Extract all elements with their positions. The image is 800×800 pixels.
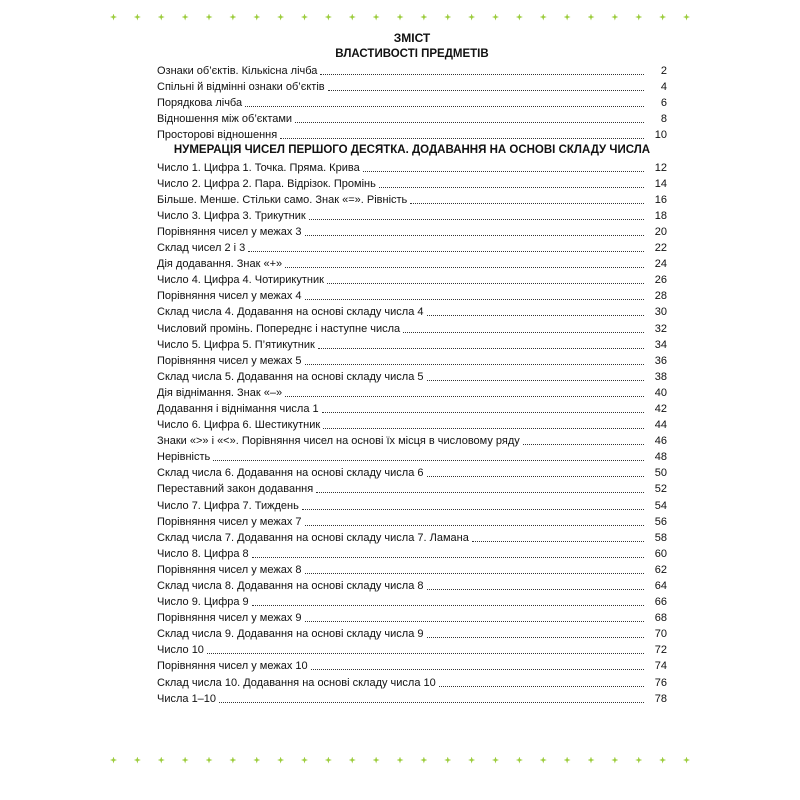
toc-entry[interactable] [157, 319, 667, 335]
toc-entry[interactable] [157, 110, 667, 126]
four-point-star-icon [134, 757, 141, 764]
toc-entry-title: Знаки «>» і «<». Порівняння чисел на основі їх місця в числовому ряду [157, 435, 520, 448]
toc-entry-title: Число 5. Цифра 5. П’ятикутник [157, 338, 315, 351]
toc-entry-title: Порівняння чисел у межах 8 [157, 563, 302, 576]
toc-entry-title: Порівняння чисел у межах 5 [157, 354, 302, 367]
dot-leader [410, 203, 644, 204]
top-ornament-row [0, 10, 800, 24]
four-point-star-icon [420, 14, 427, 21]
four-point-star-icon [540, 757, 547, 764]
toc-entry[interactable] [157, 175, 667, 191]
dot-leader [427, 476, 644, 477]
toc-entry-page: 32 [654, 322, 667, 335]
dot-leader [427, 315, 644, 316]
dot-leader [305, 299, 645, 300]
toc-entry-page: 52 [654, 483, 667, 496]
bottom-ornament-row [0, 753, 800, 767]
toc-entry-page: 2 [660, 65, 667, 78]
toc-entry[interactable] [157, 448, 667, 464]
toc-entry-title: Склад числа 10. Додавання на основі складу числа 10 [157, 676, 436, 689]
toc-entry-title: Дія віднімання. Знак «–» [157, 386, 283, 399]
toc-entry[interactable] [157, 287, 667, 303]
dot-leader [305, 621, 645, 622]
toc-entry[interactable] [157, 191, 667, 207]
toc-entry-title: Число 10 [157, 644, 204, 657]
four-point-star-icon [564, 14, 571, 21]
toc-entry-page: 62 [654, 563, 667, 576]
toc-entry-title: Порівняння чисел у межах 7 [157, 515, 302, 528]
toc-entry[interactable] [157, 352, 667, 368]
four-point-star-icon [110, 14, 117, 21]
toc-entry[interactable] [157, 126, 667, 142]
toc-entry[interactable] [157, 271, 667, 287]
toc-entry-title: Число 8. Цифра 8 [157, 547, 249, 560]
toc-entry-page: 36 [654, 354, 667, 367]
toc-entry-title: Переставний закон додавання [157, 483, 314, 496]
toc-title: ЗМІСТ [393, 31, 431, 45]
toc-entry-title: Порядкова лічба [157, 97, 243, 110]
four-point-star-icon [206, 757, 213, 764]
four-point-star-icon [253, 14, 260, 21]
toc-entry[interactable] [157, 625, 667, 641]
toc-entry[interactable] [157, 641, 667, 657]
dot-leader [305, 525, 645, 526]
toc-entry-page: 4 [660, 81, 667, 94]
toc-entry-page: 58 [654, 531, 667, 544]
dot-leader [245, 106, 644, 107]
toc-entry[interactable] [157, 513, 667, 529]
toc-entry-title: Число 3. Цифра 3. Трикутник [157, 209, 306, 222]
dot-leader [327, 283, 644, 284]
toc-entry[interactable] [157, 657, 667, 673]
four-point-star-icon [349, 14, 356, 21]
four-point-star-icon [158, 757, 165, 764]
toc-entry-title: Додавання і віднімання числа 1 [157, 402, 319, 415]
toc-entry-page: 6 [660, 97, 667, 110]
dot-leader [403, 332, 644, 333]
toc-entry[interactable] [157, 158, 667, 174]
toc-entry-page: 28 [654, 290, 667, 303]
dot-leader [252, 557, 644, 558]
four-point-star-icon [683, 757, 690, 764]
toc-entry-page: 46 [654, 435, 667, 448]
toc-entry-page: 48 [654, 451, 667, 464]
toc-entry-title: Порівняння чисел у межах 9 [157, 612, 302, 625]
dot-leader [295, 122, 644, 123]
four-point-star-icon [110, 757, 117, 764]
four-point-star-icon [635, 14, 642, 21]
toc-entry-title: Число 2. Цифра 2. Пара. Відрізок. Промінь [157, 177, 376, 190]
four-point-star-icon [397, 14, 404, 21]
dot-leader [219, 702, 644, 703]
four-point-star-icon [277, 757, 284, 764]
section-heading: ВЛАСТИВОСТІ ПРЕДМЕТІВ [335, 48, 489, 60]
toc-entry-page: 56 [654, 515, 667, 528]
toc-entry-title: Числовий промінь. Попереднє і наступне числа [157, 322, 401, 335]
four-point-star-icon [468, 14, 475, 21]
toc-entry-page: 76 [654, 676, 667, 689]
section-heading: НУМЕРАЦІЯ ЧИСЕЛ ПЕРШОГО ДЕСЯТКА. ДОДАВАННЯ НА ОСНОВІ СКЛАДУ ЧИСЛА [173, 144, 651, 157]
dot-leader [280, 138, 644, 139]
four-point-star-icon [277, 14, 284, 21]
toc-entry-title: Дія додавання. Знак «+» [157, 258, 283, 271]
four-point-star-icon [373, 757, 380, 764]
dot-leader [323, 428, 644, 429]
toc-entry-page: 8 [660, 113, 667, 126]
toc-entry-page: 12 [654, 161, 667, 174]
dot-leader [427, 637, 644, 638]
four-point-star-icon [325, 757, 332, 764]
toc-entry-title: Склад числа 8. Додавання на основі складу числа 8 [157, 580, 424, 592]
dot-leader [309, 219, 644, 220]
four-point-star-icon [444, 14, 451, 21]
toc-entry[interactable] [157, 545, 667, 561]
toc-entry-page: 34 [654, 338, 667, 351]
four-point-star-icon [301, 757, 308, 764]
toc-entry-page: 72 [654, 644, 667, 657]
four-point-star-icon [564, 757, 571, 764]
four-point-star-icon [492, 14, 499, 21]
toc-entry-page: 60 [654, 547, 667, 560]
four-point-star-icon [516, 757, 523, 764]
toc-entry-page: 50 [654, 467, 667, 480]
toc-entry[interactable] [157, 303, 667, 319]
toc-entry-title: Порівняння чисел у межах 4 [157, 290, 302, 303]
toc-entry-page: 74 [654, 660, 667, 673]
toc-entry-page: 44 [654, 419, 667, 432]
toc-entry[interactable] [157, 561, 667, 577]
toc-entry[interactable] [157, 529, 667, 545]
toc-entry[interactable] [157, 480, 667, 496]
four-point-star-icon [206, 14, 213, 21]
toc-entry[interactable] [157, 496, 667, 512]
four-point-star-icon [611, 757, 618, 764]
four-point-star-icon [158, 14, 165, 21]
dot-leader [285, 267, 644, 268]
toc-entry[interactable] [157, 336, 667, 352]
toc-entry-title: Числа 1–10 [157, 692, 217, 705]
four-point-star-icon [683, 14, 690, 21]
four-point-star-icon [349, 757, 356, 764]
dot-leader [285, 396, 644, 397]
toc-entry-page: 10 [654, 129, 667, 142]
dot-leader [320, 74, 644, 75]
toc-entry-page: 68 [654, 612, 667, 625]
toc-entry-page: 18 [654, 209, 667, 222]
dot-leader [248, 251, 644, 252]
toc-entry-page: 20 [654, 225, 667, 238]
toc-entry-title: Більше. Менше. Стільки само. Знак «=». Рівність [157, 193, 408, 206]
toc-entry[interactable] [157, 416, 667, 432]
toc-entry-page: 26 [654, 274, 667, 287]
dot-leader [427, 589, 644, 590]
dot-leader [213, 460, 644, 461]
toc-entry-title: Число 7. Цифра 7. Тиждень [157, 499, 299, 512]
four-point-star-icon [373, 14, 380, 21]
toc-entry-title: Число 1. Цифра 1. Точка. Пряма. Крива [157, 161, 360, 174]
toc-entry[interactable] [157, 239, 667, 255]
four-point-star-icon [516, 14, 523, 21]
dot-leader [305, 364, 645, 365]
toc-entry-title: Порівняння чисел у межах 10 [157, 660, 308, 673]
table-of-contents [157, 30, 667, 706]
four-point-star-icon [397, 757, 404, 764]
four-point-star-icon [229, 14, 236, 21]
dot-leader [322, 412, 644, 413]
toc-entry-title: Просторові відношення [157, 129, 278, 142]
toc-entry-title: Нерівність [157, 451, 211, 464]
dot-leader [318, 348, 644, 349]
toc-entry-page: 24 [654, 258, 667, 271]
toc-entry[interactable] [157, 609, 667, 625]
toc-entry[interactable] [157, 400, 667, 416]
toc-entry[interactable] [157, 368, 667, 384]
toc-entry-title: Склад числа 4. Додавання на основі складу числа 4 [157, 306, 424, 319]
toc-entry-page: 16 [654, 193, 667, 206]
four-point-star-icon [492, 757, 499, 764]
four-point-star-icon [134, 14, 141, 21]
four-point-star-icon [659, 14, 666, 21]
four-point-star-icon [635, 757, 642, 764]
four-point-star-icon [420, 757, 427, 764]
toc-entry-page: 66 [654, 596, 667, 609]
dot-leader [252, 605, 644, 606]
toc-entry[interactable] [157, 255, 667, 271]
dot-leader [427, 380, 644, 381]
toc-entry[interactable] [157, 673, 667, 689]
four-point-star-icon [301, 14, 308, 21]
dot-leader [472, 541, 644, 542]
toc-entry[interactable] [157, 577, 667, 593]
toc-entry[interactable] [157, 690, 667, 706]
toc-entry-page: 42 [654, 402, 667, 415]
toc-entry-title: Відношення між об’єктами [157, 113, 293, 126]
dot-leader [328, 90, 644, 91]
four-point-star-icon [253, 757, 260, 764]
dot-leader [207, 653, 644, 654]
four-point-star-icon [611, 14, 618, 21]
four-point-star-icon [182, 757, 189, 764]
dot-leader [523, 444, 644, 445]
four-point-star-icon [325, 14, 332, 21]
four-point-star-icon [588, 757, 595, 764]
toc-entry-page: 22 [654, 242, 667, 255]
four-point-star-icon [182, 14, 189, 21]
four-point-star-icon [540, 14, 547, 21]
toc-entry[interactable] [157, 384, 667, 400]
toc-entry[interactable] [157, 78, 667, 94]
toc-entry-page: 38 [654, 370, 667, 383]
dot-leader [311, 669, 644, 670]
toc-entry-page: 70 [654, 628, 667, 641]
dot-leader [316, 492, 644, 493]
toc-entry[interactable] [157, 464, 667, 480]
toc-entry[interactable] [157, 593, 667, 609]
dot-leader [302, 509, 644, 510]
toc-entry-page: 30 [654, 306, 667, 319]
toc-entry-title: Число 9. Цифра 9 [157, 596, 249, 609]
toc-entry-page: 64 [654, 580, 667, 592]
dot-leader [305, 235, 645, 236]
toc-sections [157, 46, 667, 706]
toc-entry-title: Склад чисел 2 і 3 [157, 242, 246, 255]
toc-entry-page: 14 [654, 177, 667, 190]
toc-entry-title: Число 4. Цифра 4. Чотирикутник [157, 274, 324, 287]
toc-entry-title: Порівняння чисел у межах 3 [157, 225, 302, 238]
toc-entry-page: 54 [654, 499, 667, 512]
dot-leader [439, 686, 644, 687]
toc-entry-page: 78 [654, 692, 667, 705]
dot-leader [363, 171, 644, 172]
toc-entry-title: Число 6. Цифра 6. Шестикутник [157, 419, 321, 432]
toc-entry-title: Склад числа 9. Додавання на основі складу числа 9 [157, 628, 424, 641]
toc-entry-title: Склад числа 6. Додавання на основі складу числа 6 [157, 467, 424, 480]
toc-entry-title: Склад числа 7. Додавання на основі складу числа 7. Ламана [157, 531, 469, 544]
toc-entry[interactable] [157, 223, 667, 239]
toc-entry[interactable] [157, 94, 667, 110]
toc-entry-title: Склад числа 5. Додавання на основі складу числа 5 [157, 370, 424, 383]
toc-entry-page: 40 [654, 386, 667, 399]
toc-entry-title: Спільні й відмінні ознаки об’єктів [157, 81, 325, 94]
toc-entry[interactable] [157, 207, 667, 223]
four-point-star-icon [444, 757, 451, 764]
dot-leader [379, 187, 644, 188]
toc-entry[interactable] [157, 62, 667, 78]
dot-leader [305, 573, 645, 574]
toc-entry-title: Ознаки об’єктів. Кількісна лічба [157, 65, 318, 78]
four-point-star-icon [588, 14, 595, 21]
four-point-star-icon [468, 757, 475, 764]
toc-entry[interactable] [157, 432, 667, 448]
four-point-star-icon [229, 757, 236, 764]
four-point-star-icon [659, 757, 666, 764]
